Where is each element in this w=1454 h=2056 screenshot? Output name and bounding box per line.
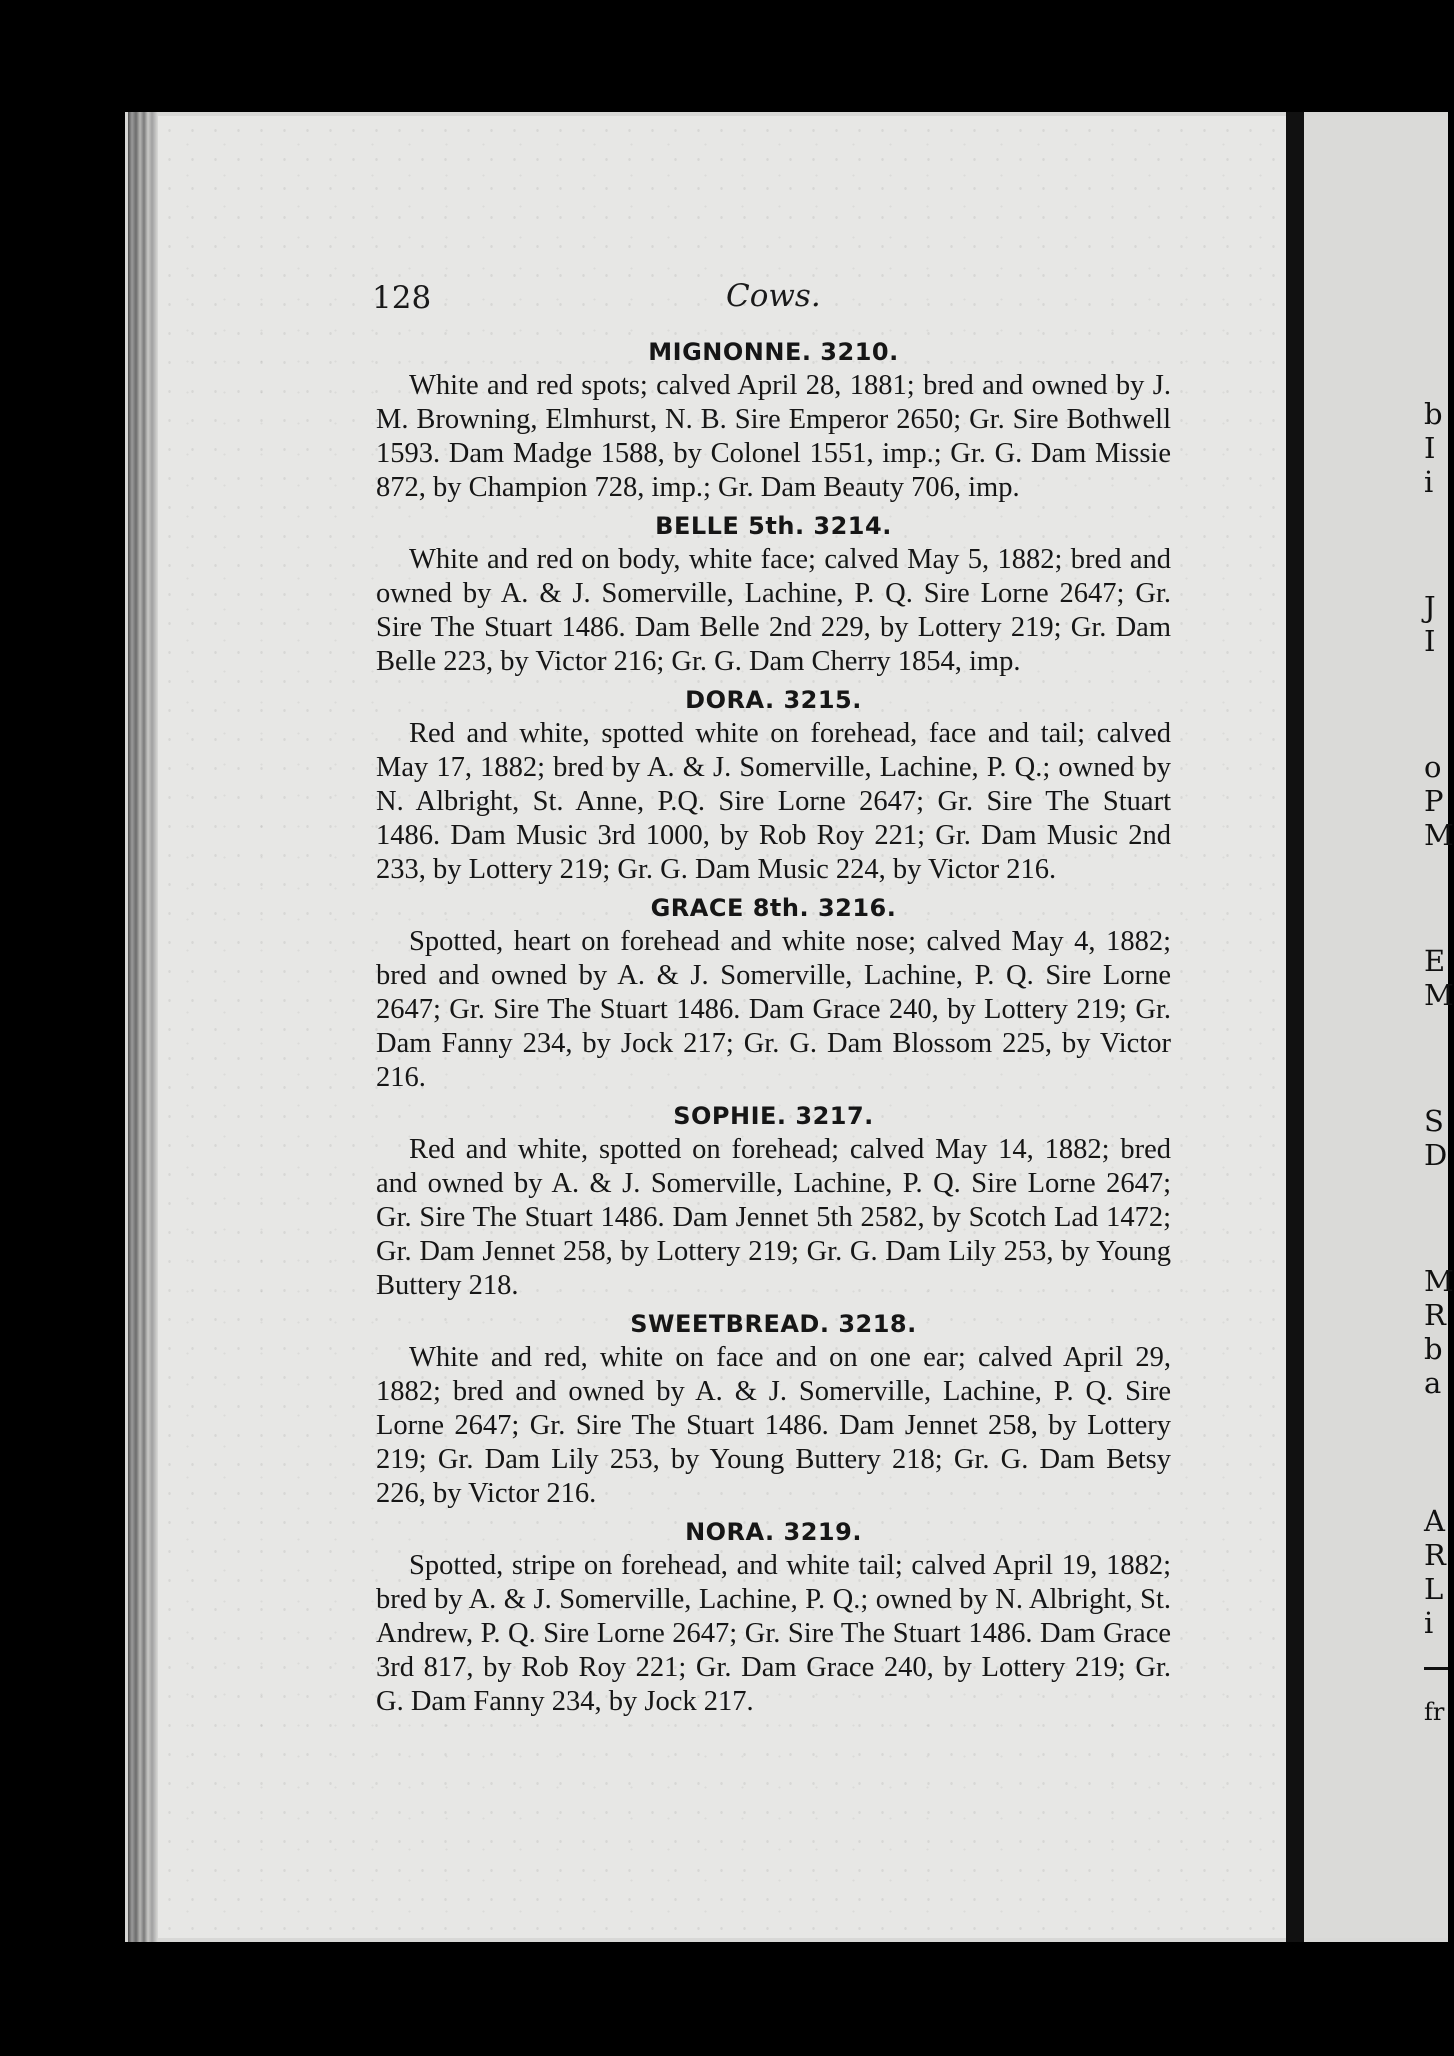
entry-title: MIGNONNE. 3210. [648,338,899,366]
page-edges [128,112,158,1942]
entry-title: SOPHIE. 3217. [673,1102,874,1130]
page-number: 128 [372,280,432,316]
facing-page [1304,116,1454,1938]
facing-page-fragment: M [1424,978,1454,1012]
facing-page-fragment: a [1424,1366,1442,1400]
facing-page-fragment: R [1424,1298,1446,1332]
facing-page-fragment: D [1424,1138,1448,1172]
entry-title: SWEETBREAD. 3218. [630,1310,917,1338]
entry-body: White and red on body, white face; calved May 5, 1882; bred and owned by A. & J. Somerville, Lachine, P. Q. Sire Lorne 2647; Gr. Sire The Stuart 1486. Dam Belle 2nd 229, by Lottery 219; Gr. Dam Belle 223, by Victor 216; Gr. G. Dam Cherry 1854, imp. [376,544,1171,677]
entry-body: White and red, white on face and on one ear; calved April 29, 1882; bred and owned by A. & J. Somerville, Lachine, P. Q. Sire Lorne 2647; Gr. Sire The Stuart 1486. Dam Jennet 258, by Lottery 219; Gr. Dam Lily 253, by Young Buttery 218; Gr. G. Dam Betsy 226, by Victor 216. [376,1342,1171,1509]
facing-page-rule [1424,1667,1448,1670]
entry-title: GRACE 8th. 3216. [650,894,897,922]
entry-body: Spotted, stripe on forehead, and white tail; calved April 19, 1882; bred by A. & J. Somerville, Lachine, P. Q.; owned by N. Albright, St. Andrew, P. Q. Sire Lorne 2647; Gr. Sire The Stuart 1486. Dam Grace 3rd 817, by Rob Roy 221; Gr. Dam Grace 240, by Lottery 219; Gr. G. Dam Fanny 234, by Jock 217. [376,1550,1171,1717]
facing-page-fragment: I [1424,431,1436,465]
facing-page-fragment: b [1424,397,1443,431]
entry-title: DORA. 3215. [685,686,862,714]
entry-body: Red and white, spotted on forehead; calved May 14, 1882; bred and owned by A. & J. Somerville, Lachine, P. Q. Sire Lorne 2647; Gr. Sire The Stuart 1486. Dam Jennet 5th 2582, by Scotch Lad 1472; Gr. Dam Jennet 258, by Lottery 219; Gr. G. Dam Lily 253, by Young Buttery 218. [376,1134,1171,1301]
facing-page-fragment: i [1424,1606,1434,1640]
facing-page-fragment: A [1424,1504,1445,1538]
entry-sweetbread [376,1307,1171,1511]
entry-body: Red and white, spotted white on forehead, face and tail; calved May 17, 1882; bred by A. & J. Somerville, Lachine, P. Q.; owned by N. Albright, St. Anne, P.Q. Sire Lorne 2647; Gr. Sire The Stuart 1486. Dam Music 3rd 1000, by Rob Roy 221; Gr. Dam Music 2nd 233, by Lottery 219; Gr. G. Dam Music 224, by Victor 216. [376,718,1171,885]
entry-belle-5th [376,509,1171,679]
entry-mignonne [376,335,1171,505]
facing-page-fragment: E [1424,944,1446,978]
page-content [376,335,1171,1723]
entry-title: NORA. 3219. [685,1518,862,1546]
facing-page-fragment: i [1424,465,1434,499]
facing-page-fragment: S [1424,1104,1444,1138]
book-gutter [1286,112,1304,1942]
running-head: Cows. [726,278,821,314]
entry-sophie [376,1099,1171,1303]
facing-page-fragment: J [1424,590,1436,624]
page-header [372,280,1172,320]
facing-page-fragment: I [1424,624,1436,658]
facing-page-fragment: M [1424,1264,1454,1298]
entry-dora [376,683,1171,887]
entry-nora [376,1515,1171,1719]
entry-body: Spotted, heart on forehead and white nose; calved May 4, 1882; bred and owned by A. & J. Somerville, Lachine, P. Q. Sire Lorne 2647; Gr. Sire The Stuart 1486. Dam Grace 240, by Lottery 219; Gr. Dam Fanny 234, by Jock 217; Gr. G. Dam Blossom 225, by Victor 216. [376,926,1171,1093]
entry-grace-8th [376,891,1171,1095]
facing-page-fragment: P [1424,784,1444,818]
facing-page-fragment: R [1424,1538,1446,1572]
facing-page-fragment: M [1424,818,1454,852]
facing-page-fragment: o [1424,750,1442,784]
entry-body: White and red spots; calved April 28, 1881; bred and owned by J. M. Browning, Elmhurst, N. B. Sire Emperor 2650; Gr. Sire Bothwell 1593. Dam Madge 1588, by Colonel 1551, imp.; Gr. G. Dam Missie 872, by Champion 728, imp.; Gr. Dam Beauty 706, imp. [376,370,1171,503]
facing-page-fragment: b [1424,1332,1443,1366]
facing-page-fragment: L [1424,1572,1444,1606]
facing-page-fragment: fr [1424,1698,1445,1726]
entry-title: BELLE 5th. 3214. [655,512,892,540]
